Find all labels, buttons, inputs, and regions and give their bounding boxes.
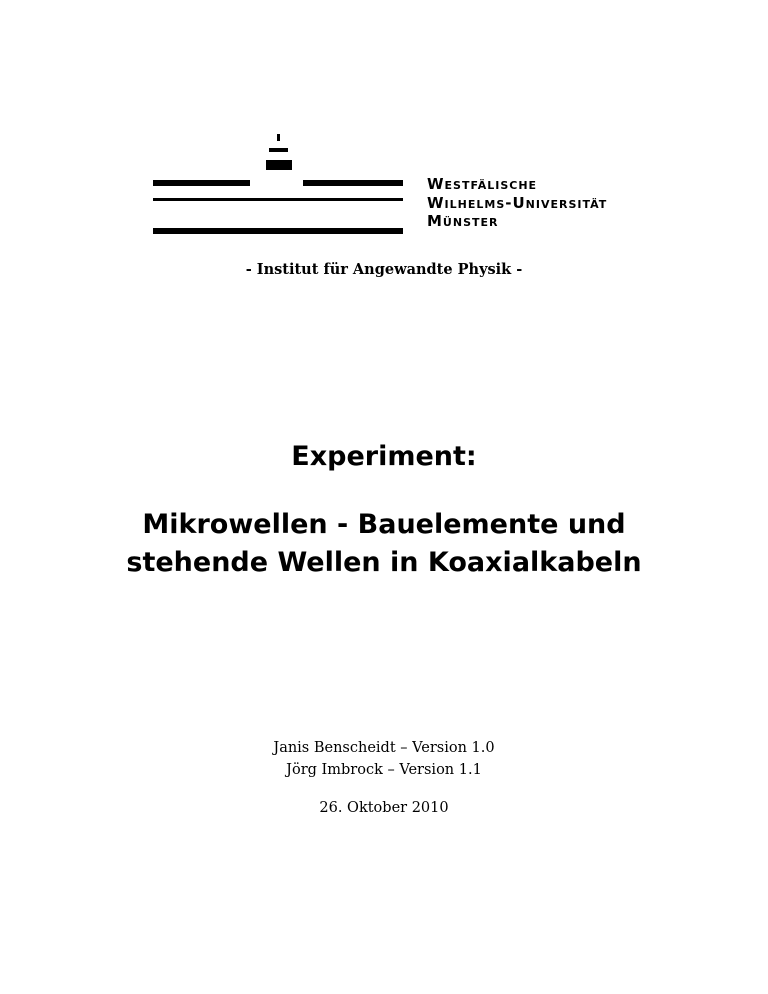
university-name-line: Wilhelms-Universität [427,193,608,212]
logo-bar-left [153,180,250,186]
title-subject-line: stehende Wellen in Koaxialkabeln [126,547,642,578]
title-subject-line: Mikrowellen - Bauelemente und [142,509,626,540]
university-name-line: Münster [427,212,499,230]
title-subject [0,506,768,582]
university-name-line: Westfälische [427,175,538,193]
logo-line-middle [153,198,403,201]
university-logo [153,134,653,244]
authors [0,737,768,781]
university-logo-mark [153,134,408,244]
logo-bar-right [303,180,403,186]
university-name [427,175,607,231]
author-line: Jörg Imbrock – Version 1.1 [286,762,482,778]
logo-mark-top-bar [269,148,288,152]
logo-mark-tick [277,134,280,141]
logo-mark-block [266,160,292,170]
title-heading: Experiment: [291,441,477,472]
logo-line-bottom [153,228,403,234]
document-date: 26. Oktober 2010 [319,800,449,816]
author-line: Janis Benscheidt – Version 1.0 [273,740,495,756]
institute-name: - Institut für Angewandte Physik - [245,261,523,278]
